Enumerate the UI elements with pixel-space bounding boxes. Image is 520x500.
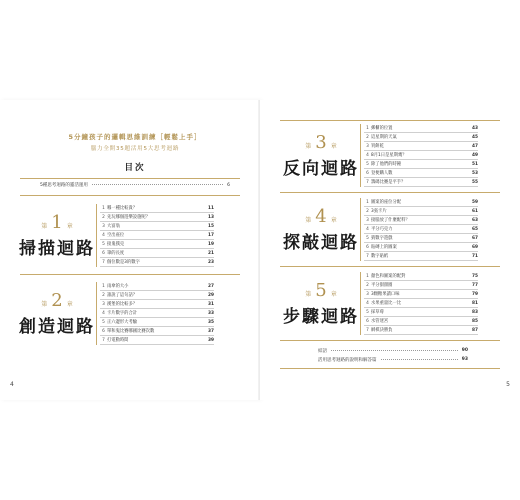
chapter-1 [18, 204, 214, 267]
chapter-name: 探敲迴路 [283, 233, 359, 253]
list-item[interactable]: 2 先玩哪個遊樂設施呢？ 13 [100, 213, 214, 222]
toc-heading: 目次 [124, 163, 146, 173]
list-item[interactable]: 4 8月1日是星期幾？ 49 [364, 151, 478, 160]
chapter-2-items [96, 282, 214, 345]
chapter-1-items [96, 204, 214, 267]
chapter-3-items [360, 124, 478, 187]
chapter-5-label: 第 5 章 步驟迴路 [283, 280, 359, 327]
chapter-name: 掃描迴路 [19, 239, 95, 259]
dot-leader [381, 359, 458, 360]
list-item[interactable]: 6 筆的長度 21 [100, 249, 214, 258]
divider [280, 340, 500, 341]
list-item[interactable]: 4 卡片數字的合計 33 [100, 309, 214, 318]
list-item[interactable]: 1 哪一種比較貴？ 11 [100, 204, 214, 213]
bottom-divider [280, 368, 500, 369]
list-item[interactable]: 2 3張卡片 61 [364, 207, 478, 216]
divider [20, 274, 240, 275]
list-item[interactable]: 5 猜數字遊戲 67 [364, 234, 478, 243]
list-item[interactable]: 5 除了他們的時鐘 51 [364, 160, 478, 169]
chapter-number: 3 [315, 132, 327, 153]
list-item[interactable]: 1 顏色和圖案的配對 75 [364, 272, 478, 281]
list-item[interactable]: 4 水果重量比一比 81 [364, 299, 478, 308]
divider [280, 192, 500, 193]
chapter-number: 5 [315, 280, 327, 301]
list-item[interactable]: 6 水管迷宮 85 [364, 317, 478, 326]
list-item[interactable]: 2 這星期的天氣 45 [364, 133, 478, 142]
list-item[interactable]: 2 平分甜甜圈 77 [364, 281, 478, 290]
chapter-name: 步驟迴路 [283, 307, 359, 327]
list-item[interactable]: 7 籌碼比賽是平手？ 55 [364, 178, 478, 187]
top-divider [20, 178, 240, 179]
list-item[interactable]: 5 採草莓 83 [364, 308, 478, 317]
list-item[interactable]: 6 貼磚上的圖案 69 [364, 243, 478, 252]
toc-title-block [40, 132, 230, 173]
list-item[interactable]: 3 接腦放了什麼配料？ 63 [364, 216, 478, 225]
list-item[interactable]: 7 打電動時間 39 [100, 336, 214, 345]
list-item[interactable]: 5 接鬼撲克 19 [100, 240, 214, 249]
chapter-5-items [360, 272, 478, 335]
list-item[interactable]: 6 單和鬼比賽哪國比賽次數 37 [100, 327, 214, 336]
divider [280, 266, 500, 267]
dot-leader [92, 184, 223, 185]
chapter-2-label: 第 2 章 創造迴路 [19, 290, 95, 337]
page-number-right: 5 [506, 381, 510, 388]
chapter-name: 反向迴路 [283, 159, 359, 179]
chapter-5 [282, 272, 478, 335]
intro-text: 5種思考迴路的靈活運用 [40, 183, 88, 188]
intro-entry[interactable] [40, 182, 230, 188]
list-item[interactable]: 7 數字貼紙 71 [364, 252, 478, 261]
list-item[interactable]: 3 漢堡的比較多？ 31 [100, 300, 214, 309]
top-divider [280, 120, 500, 121]
dot-leader [331, 350, 458, 351]
chapter-number: 1 [51, 212, 63, 233]
list-item[interactable]: 1 圖案的座位分配 59 [364, 198, 478, 207]
chapter-4-label: 第 4 章 探敲迴路 [283, 206, 359, 253]
closing-entry[interactable]: 活用思考迴路的說明和解答篇 93 [318, 357, 468, 363]
chapter-number: 4 [315, 206, 327, 227]
book-title: 5分鐘孩子的邏輯思維訓練［輕鬆上手］ [68, 133, 202, 141]
page-number-left: 4 [10, 381, 14, 388]
right-page [260, 100, 520, 400]
list-item[interactable]: 3 3顆糖果讀口味 79 [364, 290, 478, 299]
closing-entry[interactable]: 結語 90 [318, 348, 468, 354]
list-item[interactable]: 1 郵櫃的位置 43 [364, 124, 478, 133]
list-item[interactable]: 1 雨傘的大小 27 [100, 282, 214, 291]
list-item[interactable]: 7 個位數是3的數字 23 [100, 258, 214, 267]
list-item[interactable]: 6 登便購人數 53 [364, 169, 478, 178]
closing-entries [318, 346, 468, 364]
list-item[interactable]: 4 空出座位 17 [100, 231, 214, 240]
list-item[interactable]: 7 網棋決勝負 87 [364, 326, 478, 335]
chapter-1-label: 第 1 章 掃描迴路 [19, 212, 95, 259]
left-page [0, 100, 260, 400]
chapter-2 [18, 282, 214, 345]
chapter-4 [282, 198, 478, 261]
list-item[interactable]: 4 平分巧克力 65 [364, 225, 478, 234]
chapter-number: 2 [51, 290, 63, 311]
chapter-name: 創造迴路 [19, 317, 95, 337]
chapter-4-items [360, 198, 478, 261]
list-item[interactable]: 5 正六邊形大考驗 35 [100, 318, 214, 327]
list-item[interactable]: 3 大富翁 15 [100, 222, 214, 231]
chapter-3 [282, 124, 478, 187]
intro-page: 6 [227, 182, 230, 188]
divider [20, 195, 240, 196]
list-item[interactable]: 2 誰說了這句話？ 29 [100, 291, 214, 300]
book-subtitle: 腦力全開35題活用5大思考迴路 [90, 146, 180, 152]
chapter-3-label: 第 3 章 反向迴路 [283, 132, 359, 179]
list-item[interactable]: 3 買餅乾 47 [364, 142, 478, 151]
